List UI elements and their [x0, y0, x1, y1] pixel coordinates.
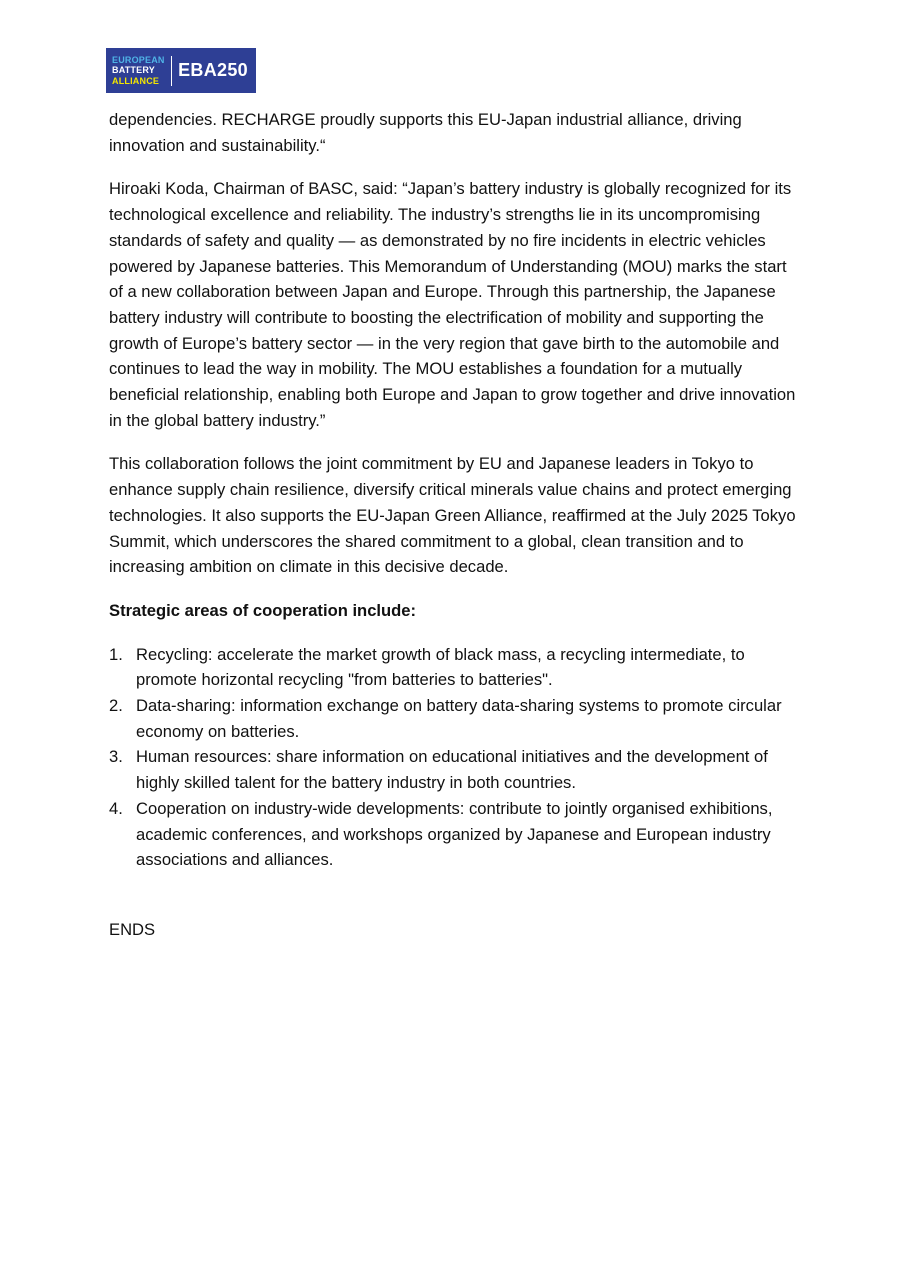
list-item-text: Cooperation on industry-wide developments: contribute to jointly organised exhibitions, academic conferences, and workshops organized by Japanese and European industry associations and alliances.: [136, 798, 773, 870]
list-item: [109, 744, 799, 795]
list-item-text: Human resources: share information on educational initiatives and the development of highly skilled talent for the battery industry in both countries.: [136, 747, 768, 793]
list-item-text: Data-sharing: information exchange on battery data-sharing systems to promote circular economy on batteries.: [136, 696, 782, 741]
list-item-number: 4.: [109, 798, 123, 818]
logo-divider: [171, 56, 173, 86]
logo-line-european: EUROPEAN: [112, 54, 165, 65]
list-item: [109, 642, 799, 693]
list-item-text: Recycling: accelerate the market growth of black mass, a recycling intermediate, to promote horizontal recycling "from batteries to batteries".: [136, 644, 745, 690]
paragraph-collaboration: This collaboration follows the joint commitment by EU and Japanese leaders in Tokyo to enhance supply chain resilience, diversify critical minerals value chains and protect emerging technologies. It also supports the EU-Japan Green Alliance, reaffirmed at the July 2025 Tokyo Summit, which underscores the shared commitment to a global, clean transition and to increasing ambition on climate in this decisive decade.: [109, 454, 796, 577]
list-item: [109, 693, 799, 744]
document-body: [109, 107, 799, 961]
list-item: [109, 796, 799, 873]
list-item-number: 1.: [109, 644, 123, 664]
list-item-number: 3.: [109, 747, 123, 767]
section-heading: Strategic areas of cooperation include:: [109, 600, 417, 620]
logo-wordmark: [112, 55, 165, 87]
eba250-logo: [106, 48, 256, 93]
list-item-number: 2.: [109, 696, 123, 716]
cooperation-areas-list: [109, 642, 799, 873]
logo-line-alliance: ALLIANCE: [112, 75, 160, 86]
logo-line-battery: BATTERY: [112, 65, 155, 76]
logo-mark: EBA250: [178, 60, 248, 80]
paragraph-basc-quote: Hiroaki Koda, Chairman of BASC, said: “Japan’s battery industry is globally recognized for its technological excellence and reliability. The industry’s strengths lie in its uncompromising standards of safety and quality — as demonstrated by no fire incidents in electric vehicles powered by Japanese batteries. This Memorandum of Understanding (MOU) marks the start of a new collaboration between Japan and Europe. Through this partnership, the Japanese battery industry will contribute to boosting the electrification of mobility and supporting the growth of Europe’s battery sector — in the very region that gave birth to the automobile and continues to lead the way in mobility. The MOU establishes a foundation for a mutually beneficial relationship, enabling both Europe and Japan to grow together and drive innovation in the global battery industry.”: [109, 179, 796, 430]
paragraph-recharge-quote-end: dependencies. RECHARGE proudly supports this EU-Japan industrial alliance, driving innovation and sustainability.“: [109, 110, 742, 155]
ends-marker: ENDS: [109, 919, 156, 939]
